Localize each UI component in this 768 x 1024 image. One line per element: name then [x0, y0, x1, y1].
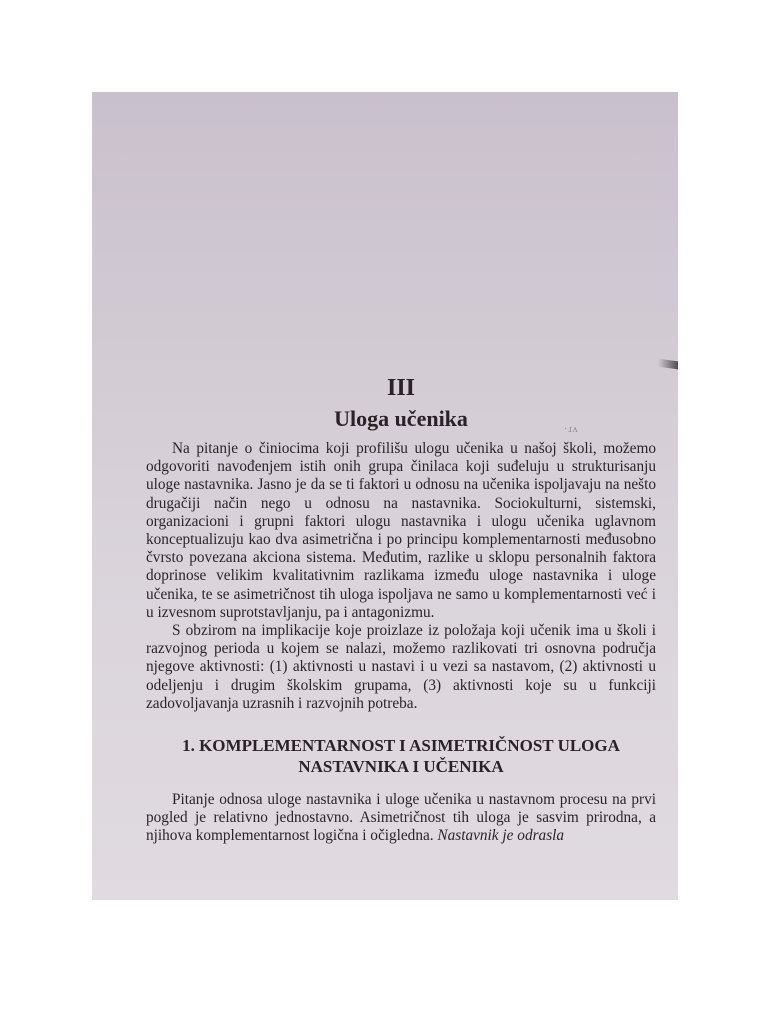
- section-paragraph: [146, 791, 656, 846]
- section-paragraph-italic: Nastavnik je odrasla: [437, 827, 565, 845]
- chapter-title: Uloga učenika: [334, 406, 468, 431]
- body-paragraph-2: S obzirom na implikacije koje proizlaze iz položaja koji učenik ima u školi i razvojnog perioda u kojem se nalazi, možemo razlikovati tri osnovna područja njegove aktivnosti: (1) aktivnosti u nastavi i u vezi sa nastavom, (2) aktivnosti u odeljenju i drugim školskim grupama, (3) aktivnosti koje su u funkciji zadovoljavanja uzrasnih i razvojnih potreba.: [146, 622, 656, 712]
- page-edge-tab: [658, 359, 678, 370]
- section-heading: [146, 735, 656, 777]
- chapter-number: III: [386, 375, 416, 401]
- body-paragraph-1: Na pitanje o činiocima koji profilišu ulogu učenika u našoj školi, možemo odgovoriti navođenjem istih onih grupa činilaca koji suđeluju u strukturisanju uloge nastavnika. Jasno je da se ti faktori u odnosu na učenika ispoljavaju na nešto drugačiji način nego u odnosu na nastavnika. Sociokulturni, sistemski, organizacioni i grupni faktori ulogu nastavnika i ulogu učenika uglavnom konceptualizuju kao dva asimetrična i po principu komplementarnosti međusobno čvrsto povezana akciona sistema. Međutim, razlike u sklopu personalnih faktora doprinose velikim kvalitativnim razlikama između uloge nastavnika i uloge učenika, te se asimetričnost tih uloga ispoljava ne samo u komplementarnosti već i u izvesnom suprotstavljanju, pa i antagonizmu.: [146, 440, 656, 621]
- section-heading-line-2: NASTAVNIKA I UČENIKA: [298, 757, 504, 777]
- section-paragraph-text: Pitanje odnosa uloge nastavnika i uloge učenika u nastavnom procesu na prvi pogled je relativno jednostavno. Asimetričnost tih uloga je sasvim prirodna, a njihova komplementarnost logična i očigledna.: [146, 791, 656, 845]
- book-page: [92, 92, 678, 900]
- page-content: [146, 374, 656, 846]
- section-heading-line-1: 1. KOMPLEMENTARNOST I ASIMETRIČNOST ULOGA: [182, 736, 620, 756]
- pencil-margin-mark: ·ɹʌ: [564, 424, 579, 435]
